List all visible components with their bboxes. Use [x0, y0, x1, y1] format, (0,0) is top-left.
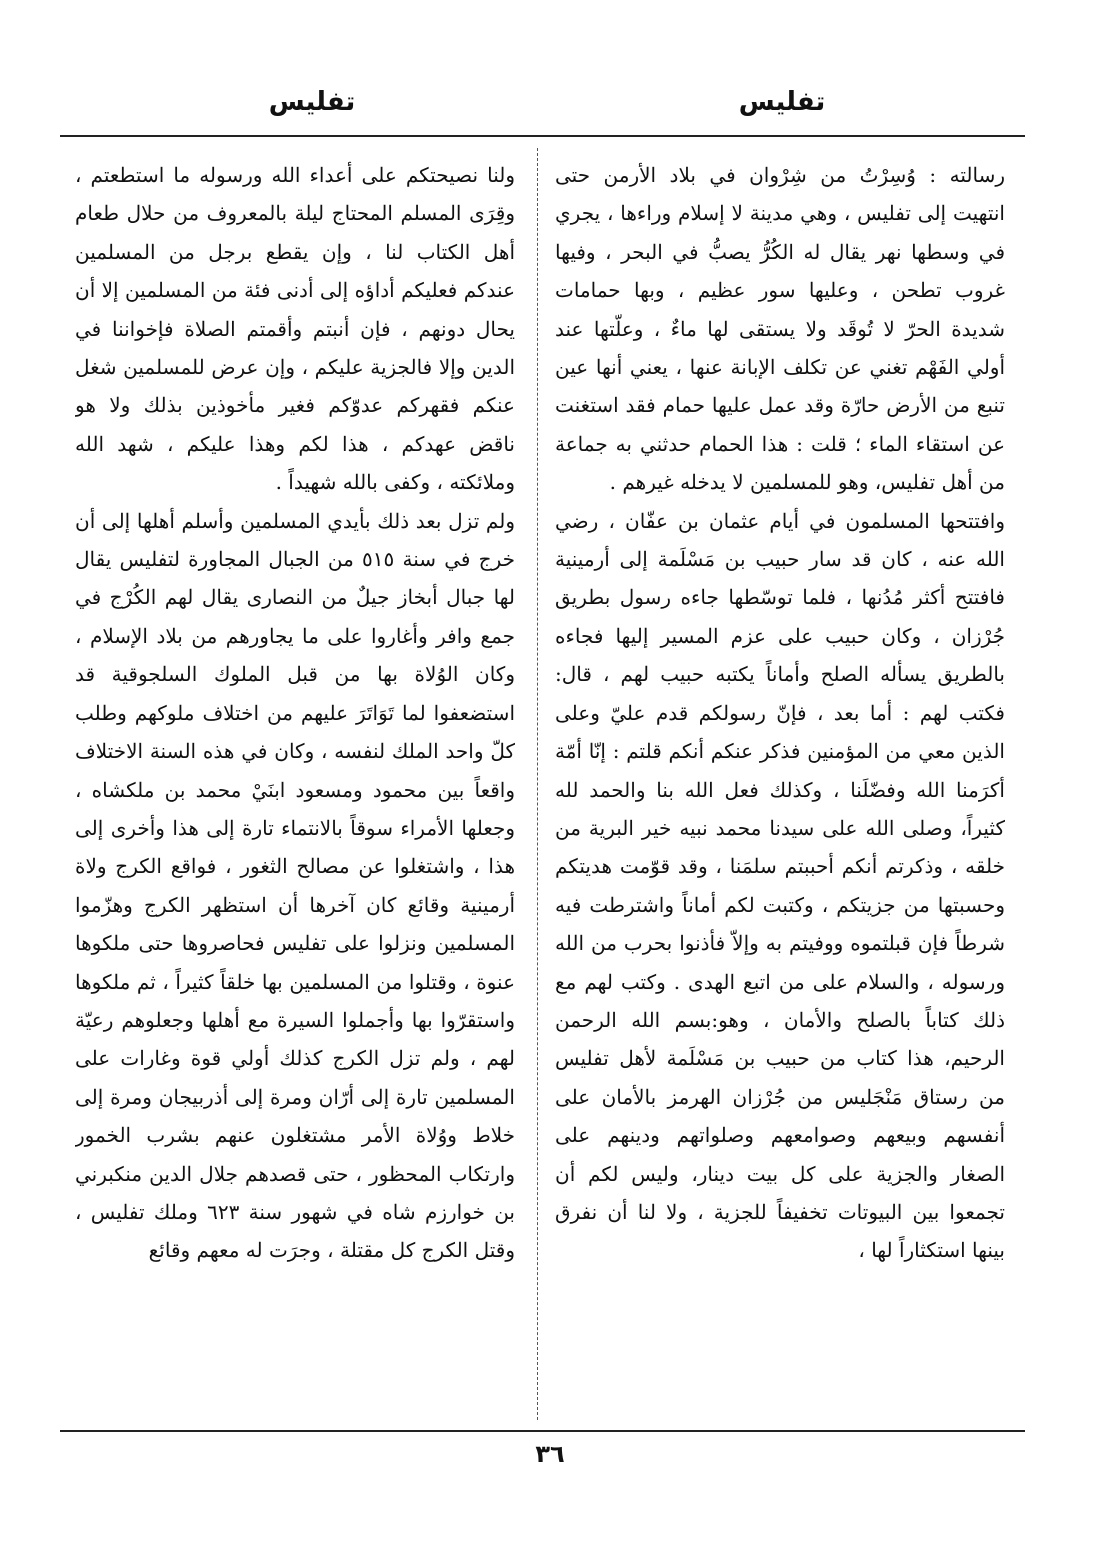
left-column	[75, 156, 515, 1424]
page-number: ٣٦	[535, 1440, 565, 1468]
running-head-right: تفليس	[738, 87, 826, 117]
right-column-paragraph: رسالته : وُسِرْتُ من شِرْوان في بلاد الأرمن حتى انتهيت إلى تفليس ، وهي مدينة لا إسلام وراءها ، يجري في وسطها نهر يقال له الكُرُّ يصبُّ في البحر ، وفيها غروب تطحن ، وعليها سور عظيم ، وبها حمامات شديدة الحرّ لا تُوقَد ولا يستقى لها ماءٌ ، وعلّتها عند أولي الفَهْم تغني عن تكلف الإبانة عنها ، يعني أنها عين تنبع من الأرض حارّة وقد عمل عليها حمام فقد استغنت عن استقاء الماء ؛ قلت : هذا الحمام حدثني به جماعة من أهل تفليس، وهو للمسلمين لا يدخله غيرهم .	[555, 163, 1005, 495]
left-column-paragraph: ولم تزل بعد ذلك بأيدي المسلمين وأسلم أهلها إلى أن خرج في سنة ٥١٥ من الجبال المجاورة لتفليس يقال لها جبال أبخاز جيلٌ من النصارى يقال لهم الكُرْج في جمع وافر وأغاروا على ما يجاورهم من بلاد الإسلام ، وكان الوُلاة بها من قبل الملوك السلجوقية قد استضعفوا لما تَوَاتَرَ عليهم من اختلاف ملوكهم وطلب كلّ واحد الملك لنفسه ، وكان في هذه السنة الاختلاف واقعاً بين محمود ومسعود ابنَيْ محمد بن ملكشاه ، وجعلها الأمراء سوقاً بالانتماء تارة إلى هذا وأخرى إلى هذا ، واشتغلوا عن مصالح الثغور ، فواقع الكرج ولاة أرمينية وقائع كان آخرها أن استظهر الكرج وهزّموا المسلمين ونزلوا على تفليس فحاصروها حتى ملكوها عنوة ، وقتلوا من المسلمين بها خلقاً كثيراً ، ثم ملكوها واستقرّوا بها وأجملوا السيرة مع أهلها وجعلوهم رعيّة لهم ، ولم تزل الكرج كذلك أولي قوة وغارات على المسلمين تارة إلى أرّان ومرة إلى أذربيجان ومرة إلى خلاط ووُلاة الأمر مشتغلون عنهم بشرب الخمور وارتكاب المحظور ، حتى قصدهم جلال الدين منكبرني بن خوارزم شاه في شهور سنة ٦٢٣ وملك تفليس ، وقتل الكرج كل مقتلة ، وجرَت له معهم وقائع	[75, 508, 515, 1263]
left-column-paragraph: ولنا نصيحتكم على أعداء الله ورسوله ما استطعتم ، وقِرَى المسلم المحتاج ليلة بالمعروف من حلال طعام أهل الكتاب لنا ، وإن يقطع برجل من المسلمين عندكم فعليكم أداؤه إلى أدنى فئة من المسلمين إلا أن يحال دونهم ، فإن أنبتم وأقمتم الصلاة فإخواننا في الدين وإلا فالجزية عليكم ، وإن عرض للمسلمين شغل عنكم فقهركم عدوّكم فغير مأخوذين بذلك ولا هو ناقض عهدكم ، هذا لكم وهذا عليكم ، شهد الله وملائكته ، وكفى بالله شهيداً .	[75, 163, 515, 495]
header-rule	[60, 135, 1025, 137]
column-divider	[537, 148, 538, 1420]
running-head-left: تفليس	[268, 87, 356, 117]
right-column-paragraph: وافتتحها المسلمون في أيام عثمان بن عفّان ، رضي الله عنه ، كان قد سار حبيب بن مَسْلَمة إلى أرمينية فافتتح أكثر مُدُنها ، فلما توسّطها جاءه رسول بطريق جُرْزان ، وكان حبيب على عزم المسير إليها فجاءه بالطريق يسأله الصلح وأماناً يكتبه حبيب لهم ، قال: فكتب لهم : أما بعد ، فإنّ رسولكم قدم عليّ وعلى الذين معي من المؤمنين فذكر عنكم أنكم قلتم : إنّا أمّة أكرَمنا الله وفضّلَنا ، وكذلك فعل الله بنا والحمد لله كثيراً، وصلى الله على سيدنا محمد نبيه خير البرية من خلقه ، وذكرتم أنكم أحببتم سلمَنا ، وقد قوّمت هديتكم وحسبتها من جزيتكم ، وكتبت لكم أماناً واشترطت فيه شرطاً فإن قبلتموه ووفيتم به وإلاّ فأذنوا بحرب من الله ورسوله ، والسلام على من اتبع الهدى . وكتب لهم مع ذلك كتاباً بالصلح والأمان ، وهو:بسم الله الرحمن الرحيم، هذا كتاب من حبيب بن مَسْلَمة لأهل تفليس من رستاق مَنْجَليس من جُرْزان الهرمز بالأمان على أنفسهم وبيعهم وصوامعهم وصلواتهم ودينهم على الصغار والجزية على كل بيت دينار، وليس لكم أن تجمعوا بين البيوتات تخفيفاً للجزية ، ولا لنا أن نفرق بينها استكثاراً لها ،	[555, 508, 1005, 1263]
right-column	[555, 156, 1005, 1424]
footer-rule	[60, 1430, 1025, 1432]
